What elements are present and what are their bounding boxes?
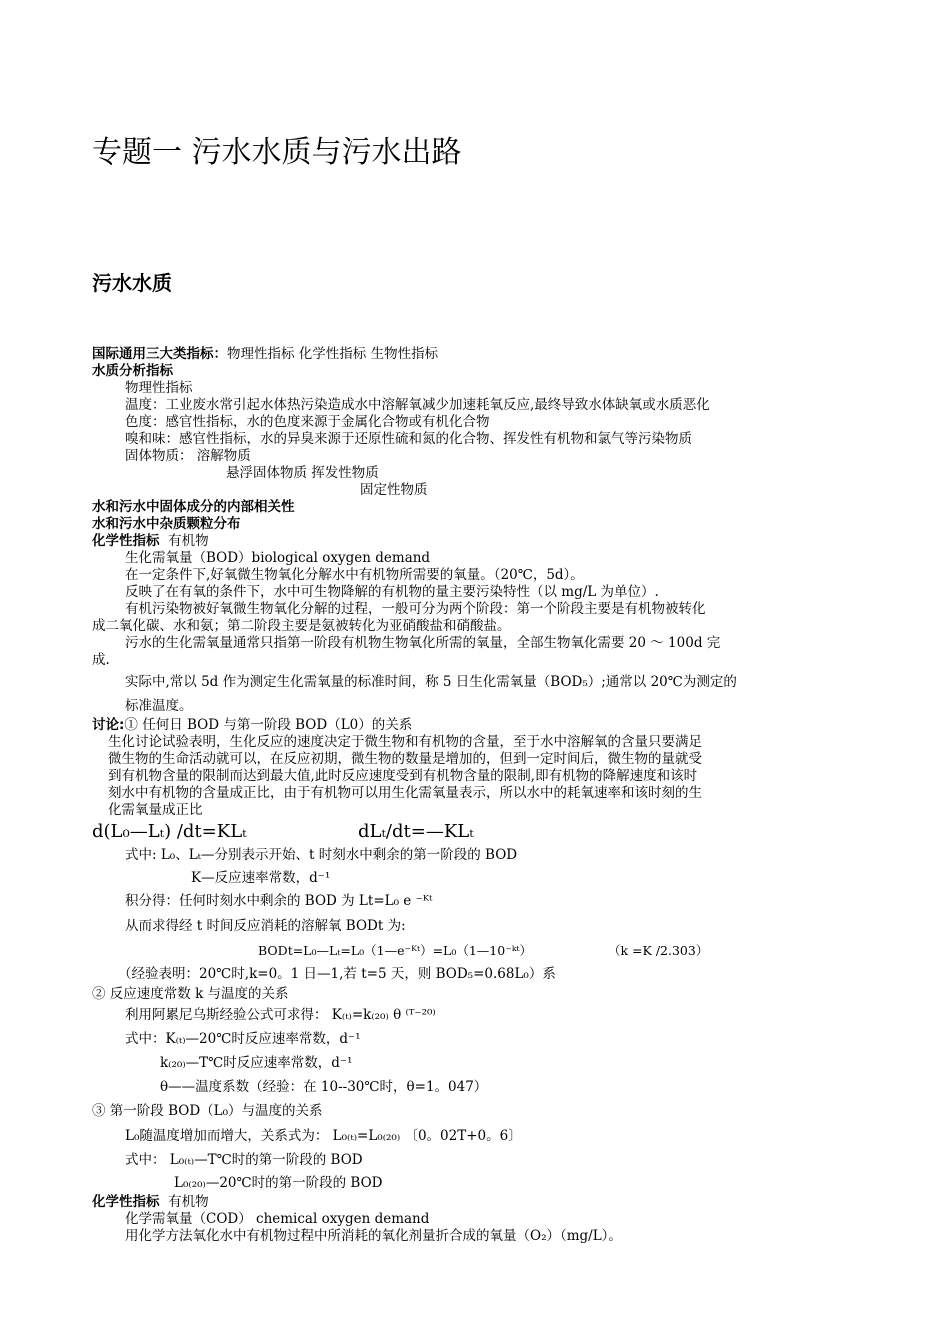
theta-line: θ——温度系数（经验：在 10--30℃时，θ=1。047）	[160, 1079, 488, 1095]
relation-heading: 水和污水中固体成分的内部相关性	[92, 499, 295, 515]
bod-usual-line-2: 成.	[92, 652, 110, 668]
equation-2: dLₜ/dt=—KLₜ	[358, 821, 474, 842]
chem2-label: 化学性指标	[92, 1194, 160, 1210]
page-title: 专题一 污水水质与污水出路	[92, 135, 462, 170]
bod-name: 生化需氧量（BOD）biological oxygen demand	[125, 550, 431, 566]
bod5-line-2: 标准温度。	[125, 698, 193, 714]
color-line: 色度：感官性指标，水的色度来源于金属化合物或有机化合物	[125, 414, 490, 430]
cod-definition: 用化学方法氧化水中有机物过程中所消耗的氧化剂量折合成的氧量（O₂）（mg/L）。	[125, 1228, 622, 1244]
where-k-line: 式中：K₍ₜ₎—20℃时反应速率常数，d⁻¹	[125, 1031, 361, 1047]
suspended-line: 悬浮固体物质 挥发性物质	[226, 465, 379, 481]
discussion-line-4: 刻水中有机物的含量成正比，由于有机物可以用生化需氧量表示，所以水中的耗氧速率和该时刻的生	[108, 785, 702, 801]
stage-temp-heading: ③ 第一阶段 BOD（L₀）与温度的关系	[92, 1103, 323, 1119]
cod-name: 化学需氧量（COD） chemical oxygen demand	[125, 1211, 430, 1227]
intl-label: 国际通用三大类指标：	[92, 346, 227, 362]
temp-line: 温度：工业废水常引起水体热污染造成水中溶解氧减少加速耗氧反应,最终导致水体缺氧或水质恶化	[125, 397, 710, 413]
discussion-line-5: 化需氧量成正比	[108, 802, 203, 818]
bodt-equation: BODt=L₀—Lₜ=L₀（1—e⁻ᴷᵗ）=L₀（1—10⁻ᵏᵗ）	[258, 943, 532, 958]
chem-organic: 有机物	[168, 533, 209, 549]
l0-temp-line: L₀随温度增加而增大，关系式为： L₀₍ₜ₎=L₀₍₂₀₎ 〔0。02T+0。6〕	[125, 1128, 522, 1144]
chem-label: 化学性指标	[92, 533, 160, 549]
bod5-line-1: 实际中,常以 5d 作为测定生化需氧量的标准时间，称 5 日生化需氧量（BOD₅）;通常以 20℃为测定的	[125, 674, 737, 690]
chem2-heading	[92, 1194, 209, 1211]
discussion-line-1: 生化讨论试验表明，生化反应的速度决定于微生物和有机物的含量，至于水中溶解氧的含量只要满足	[108, 734, 702, 750]
consumed-line: 从而求得经 t 时间反应消耗的溶解氧 BODt 为:	[125, 918, 406, 934]
chem2-organic: 有机物	[168, 1194, 209, 1210]
phys-heading: 物理性指标	[125, 380, 193, 396]
discussion-item-1: ① 任何日 BOD 与第一阶段 BOD（L0）的关系	[124, 717, 413, 733]
bod-reflect: 反映了在有氧的条件下，水中可生物降解的有机物的量主要污染特性（以 mg/L 为单位）.	[125, 584, 659, 600]
smell-line: 嗅和味：感官性指标，水的异臭来源于还原性硫和氮的化合物、挥发性有机物和氯气等污染物质	[125, 431, 692, 447]
chem-heading	[92, 533, 209, 550]
fixed-line: 固定性物质	[360, 482, 428, 498]
rate-heading: ② 反应速度常数 k 与温度的关系	[92, 986, 289, 1002]
distribution-heading: 水和污水中杂质颗粒分布	[92, 516, 241, 532]
intl-text: 物理性指标 化学性指标 生物性指标	[227, 346, 439, 362]
where-l0t-line: 式中： L₀₍ₜ₎—T℃时的第一阶段的 BOD	[125, 1152, 363, 1168]
bod-stage-line-1: 有机污染物被好氧微生物氧化分解的过程，一般可分为两个阶段：第一个阶段主要是有机物被转化	[125, 601, 706, 617]
where-l020-line: L₀₍₂₀₎—20℃时的第一阶段的 BOD	[174, 1175, 383, 1191]
experience-note: （经验表明：20℃时,k=0。1 日—1,若 t=5 天，则 BOD₅=0.68L₀）系	[118, 966, 556, 982]
where-line-2: K—反应速率常数，d⁻¹	[191, 870, 331, 886]
integral-line: 积分得：任何时刻水中剩余的 BOD 为 Lt=L₀ e ⁻ᴷᵗ	[125, 893, 433, 909]
bod-stage-line-2: 成二氧化碳、水和氨；第二阶段主要是氨被转化为亚硝酸盐和硝酸盐。	[92, 618, 511, 634]
equation-1: d(L₀—Lₜ) /dt=KLₜ	[92, 821, 247, 842]
bod-usual-line-1: 污水的生化需氧量通常只指第一阶段有机物生物氧化所需的氧量，全部生物氧化需要 20 ～ 100d 完	[125, 635, 721, 651]
bod-definition: 在一定条件下,好氧微生物氧化分解水中有机物所需要的氧量。（20℃，5d）。	[125, 567, 584, 583]
where-k20-line: k₍₂₀₎—T℃时反应速率常数，d⁻¹	[160, 1055, 353, 1071]
analysis-heading: 水质分析指标	[92, 363, 173, 379]
section-heading: 污水水质	[92, 271, 172, 295]
intl-indicators	[92, 346, 438, 363]
solids-line: 固体物质： 溶解物质	[125, 448, 251, 464]
arrhenius-line: 利用阿累尼乌斯经验公式可求得： K₍ₜ₎=k₍₂₀₎ θ ⁽ᵀ⁻²⁰⁾	[125, 1007, 436, 1023]
discussion-label: 讨论:	[92, 717, 125, 733]
k-relation: （k =K /2.303）	[608, 943, 709, 958]
discussion-heading	[92, 717, 412, 734]
where-line-1: 式中: L₀、Lₜ—分别表示开始、t 时刻水中剩余的第一阶段的 BOD	[125, 847, 518, 863]
discussion-line-2: 微生物的生命活动就可以，在反应初期，微生物的数量是增加的，但到一定时间后，微生物的量就受	[108, 751, 702, 767]
discussion-line-3: 到有机物含量的限制而达到最大值,此时反应速度受到有机物含量的限制,即有机物的降解速度和该时	[108, 768, 698, 784]
